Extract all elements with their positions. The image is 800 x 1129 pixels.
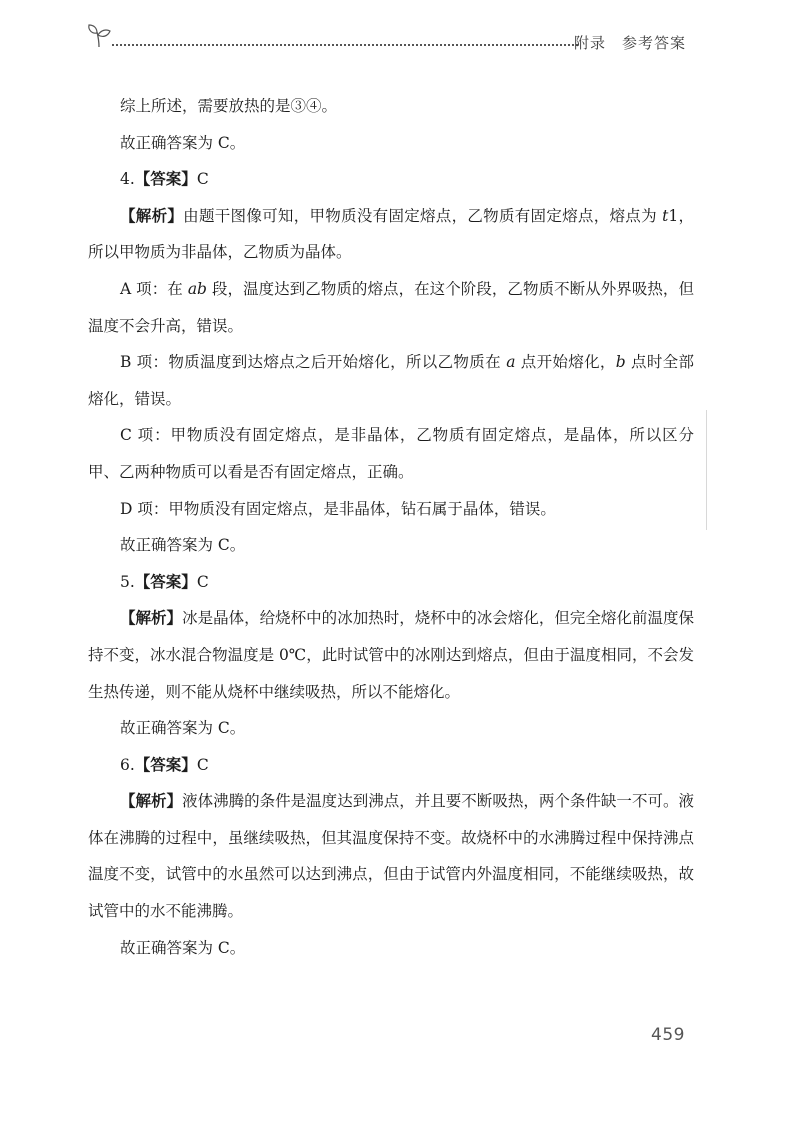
q4-analysis-var: t: [662, 206, 669, 225]
q4-option-b-mid: 点开始熔化，: [515, 353, 616, 372]
header-divider: [112, 44, 578, 46]
q4-option-b: [88, 344, 694, 417]
q5-answer: [88, 564, 694, 601]
q5-answer-value: C: [196, 572, 209, 591]
q4-number: 4.: [120, 170, 135, 189]
q4-option-b-post: 点时全部熔化，错误。: [88, 353, 695, 408]
answer-line: 故正确答案为 C。: [120, 133, 246, 152]
q5-analysis-label: 【解析】: [120, 608, 183, 628]
scan-artifact: [706, 410, 707, 530]
q4-option-b-var2: b: [615, 353, 626, 372]
q5-analysis-text: 冰是晶体，给烧杯中的冰加热时，烧杯中的冰会熔化，但完全熔化前温度保持不变，冰水混合物温度是 0℃，此时试管中的冰刚达到熔点，但由于温度相同，不会发生热传递，则不能从烧杯中继续吸热，所以不能熔化。: [88, 609, 694, 701]
page-content: [88, 88, 694, 966]
q4-analysis-text-b: 1，所以甲物质为非晶体，乙物质为晶体。: [88, 206, 694, 262]
q4-conclusion: 故正确答案为 C。: [120, 536, 246, 555]
q5-analysis: [88, 600, 694, 710]
q6-number: 6.: [120, 755, 135, 774]
q6-analysis-label: 【解析】: [120, 791, 183, 811]
q4-answer-value: C: [196, 170, 209, 189]
q5-answer-label: 【答案】: [134, 571, 197, 591]
q4-option-a: [88, 271, 694, 344]
page-number: 459: [651, 1025, 685, 1045]
q5-number: 5.: [120, 572, 135, 591]
q4-option-b-pre: B 项：物质温度到达熔点之后开始熔化，所以乙物质在: [120, 353, 507, 372]
q4-answer: [88, 161, 694, 198]
header-title: [574, 32, 686, 53]
header-section: 参考答案: [621, 34, 686, 52]
q6-answer-label: 【答案】: [134, 754, 197, 774]
q4-option-a-post: 段，温度达到乙物质的熔点，在这个阶段，乙物质不断从外界吸热，但温度不会升高，错误。: [88, 279, 694, 335]
q4-analysis: [88, 198, 694, 271]
page-header: [86, 22, 706, 52]
q4-option-c: C 项：甲物质没有固定熔点，是非晶体，乙物质有固定熔点，是晶体，所以区分甲、乙两种物质可以看是否有固定熔点，正确。: [88, 426, 694, 481]
q4-option-b-var1: a: [506, 353, 516, 372]
q6-answer: [88, 747, 694, 784]
q4-option-d: D 项：甲物质没有固定熔点，是非晶体，钻石属于晶体，错误。: [120, 499, 556, 518]
q5-conclusion: 故正确答案为 C。: [120, 719, 246, 738]
q6-answer-value: C: [196, 755, 209, 774]
q4-answer-label: 【答案】: [134, 169, 197, 189]
sprout-icon: [86, 22, 112, 48]
q4-analysis-label: 【解析】: [120, 205, 184, 225]
q4-option-a-var: ab: [187, 279, 207, 298]
q6-analysis: [88, 783, 694, 929]
summary-line: 综上所述，需要放热的是③④。: [120, 97, 338, 115]
q4-option-a-pre: A 项：在: [120, 279, 188, 298]
header-appendix: 附录: [573, 34, 606, 52]
q6-conclusion: 故正确答案为 C。: [120, 938, 246, 957]
q4-analysis-text-a: 由题干图像可知，甲物质没有固定熔点，乙物质有固定熔点，熔点为: [183, 206, 663, 225]
q6-analysis-text: 液体沸腾的条件是温度达到沸点，并且要不断吸热，两个条件缺一不可。液体在沸腾的过程中，虽继续吸热，但其温度保持不变。故烧杯中的水沸腾过程中保持沸点温度不变，试管中的水虽然可以达到沸点，但由于试管内外温度相同，不能继续吸热，故试管中的水不能沸腾。: [88, 792, 694, 921]
